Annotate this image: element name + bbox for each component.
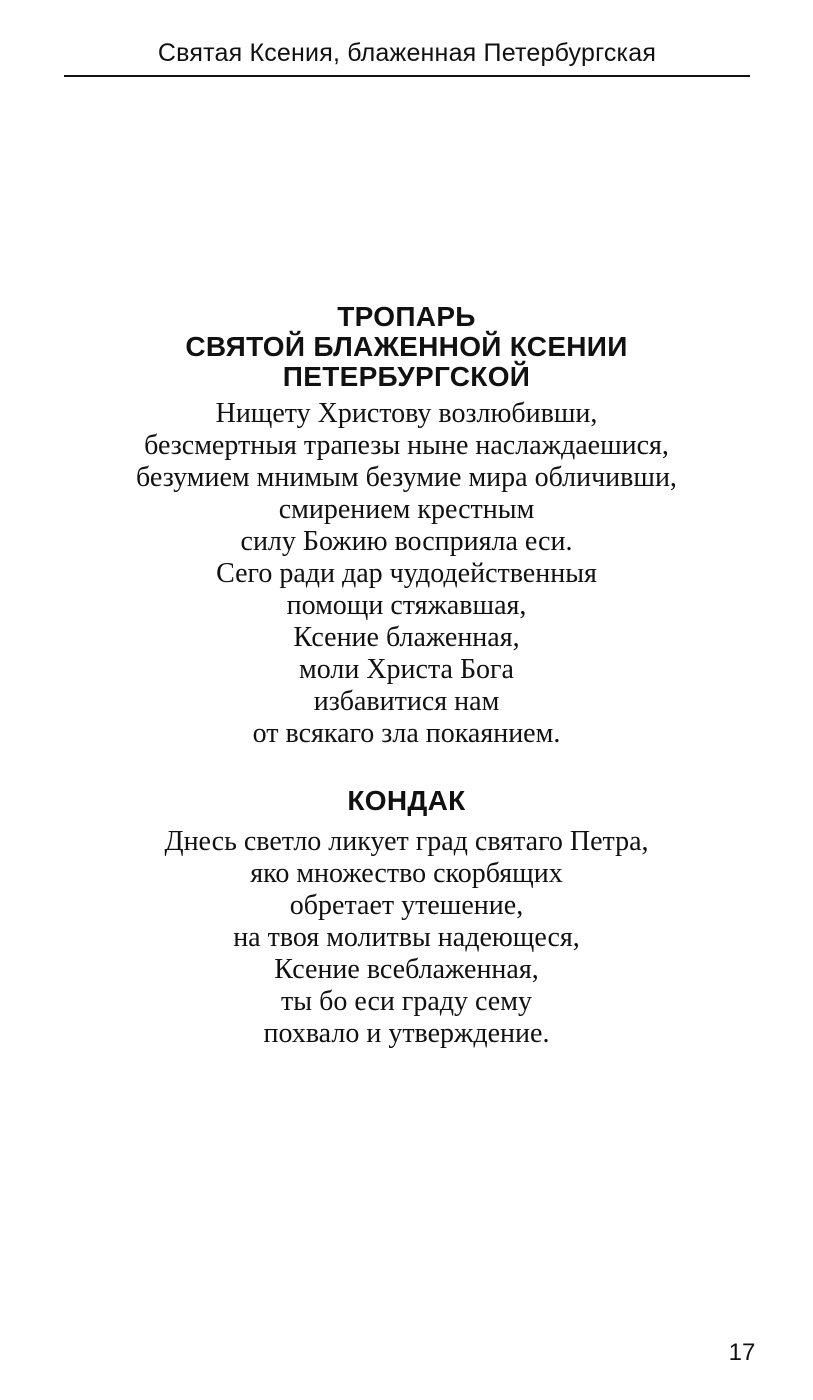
kontakion-text bbox=[40, 826, 773, 1050]
troparion-text bbox=[40, 398, 773, 750]
verse-line: безсмертныя трапезы ныне наслаждаешися, bbox=[144, 430, 669, 461]
verse-line: обретает утешение, bbox=[289, 890, 524, 921]
verse-line: Ксение блаженная, bbox=[293, 622, 520, 653]
kontakion-heading: КОНДАК bbox=[347, 785, 466, 816]
verse-line: похвало и утверждение. bbox=[263, 1018, 550, 1049]
verse-line: Нищету Христову возлюбивши, bbox=[215, 398, 598, 429]
verse-line: безумием мнимым безумие мира обличивши, bbox=[136, 462, 677, 493]
verse-line: помощи стяжавшая, bbox=[286, 590, 527, 621]
page-body bbox=[40, 302, 773, 1050]
verse-line: смирением крестным bbox=[278, 494, 535, 525]
verse-line: ты бо еси граду сему bbox=[281, 986, 532, 1017]
running-head: Святая Ксения, блаженная Петербургская bbox=[157, 39, 657, 67]
troparion-heading-line: СВЯТОЙ БЛАЖЕННОЙ КСЕНИИ bbox=[185, 331, 628, 362]
verse-line: Ксение всеблаженная, bbox=[274, 954, 539, 985]
verse-line: на твоя молитвы надеющеся, bbox=[233, 922, 580, 953]
page-number: 17 bbox=[728, 1339, 756, 1366]
verse-line: от всякаго зла покаянием. bbox=[252, 718, 561, 749]
header-rule bbox=[64, 75, 750, 77]
verse-line: моли Христа Бога bbox=[299, 654, 514, 685]
verse-line: Сего ради дар чудодейственныя bbox=[216, 558, 597, 589]
verse-line: яко множество скорбящих bbox=[250, 858, 563, 889]
troparion-heading-line: ТРОПАРЬ bbox=[337, 301, 476, 332]
troparion-heading bbox=[40, 302, 773, 392]
troparion-heading-line: ПЕТЕРБУРГСКОЙ bbox=[282, 361, 531, 392]
verse-line: Днесь светло ликует град святаго Петра, bbox=[164, 826, 649, 857]
verse-line: избавитися нам bbox=[313, 686, 500, 717]
verse-line: силу Божию восприяла еси. bbox=[240, 526, 573, 557]
